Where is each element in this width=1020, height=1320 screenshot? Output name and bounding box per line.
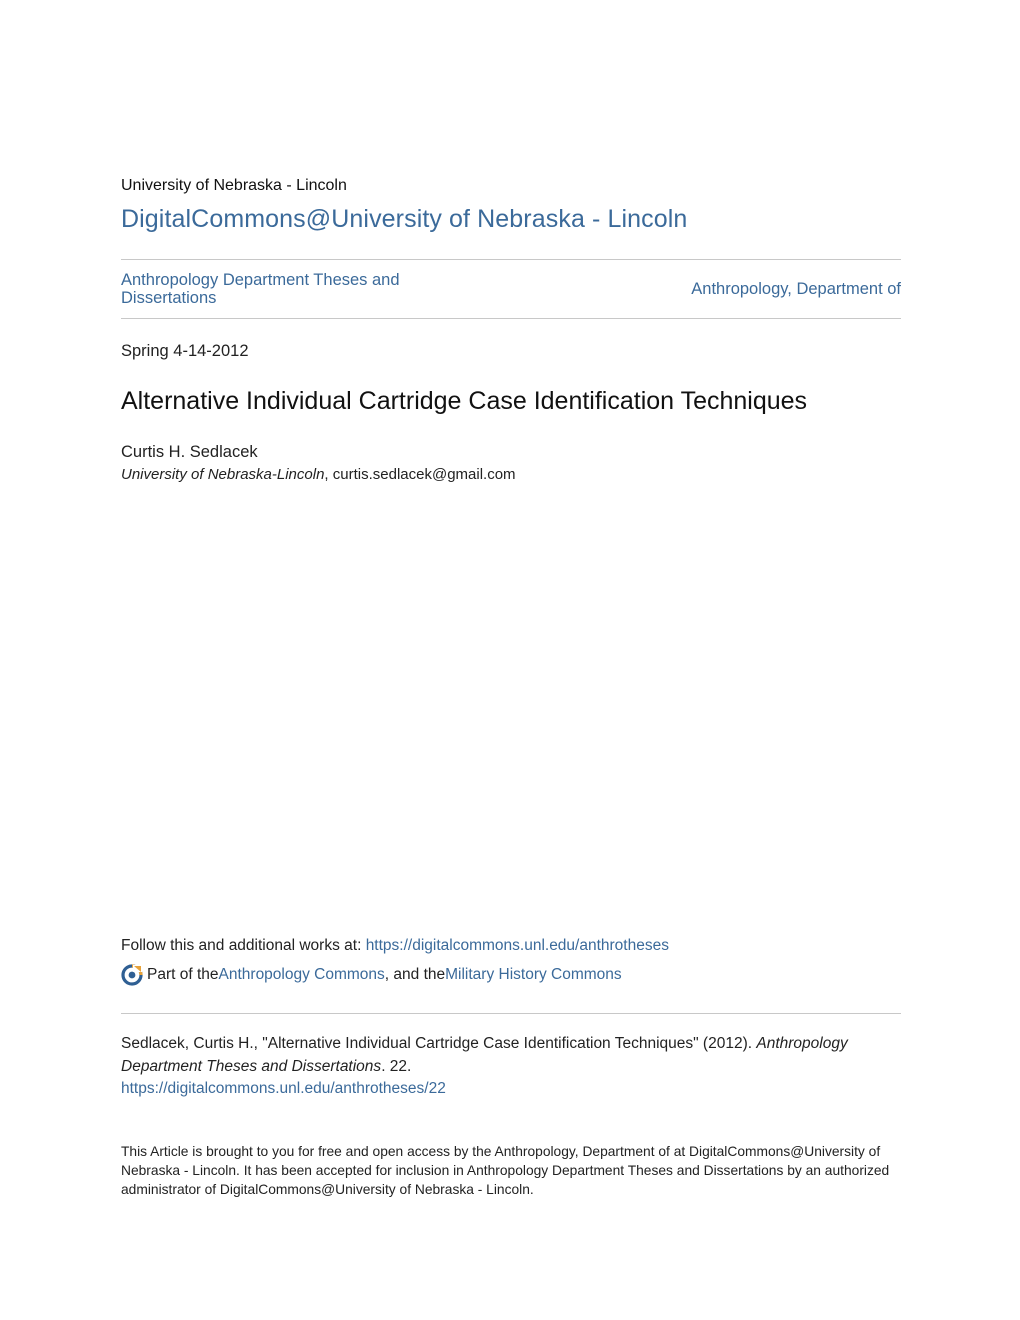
anthropology-commons-link[interactable]: Anthropology Commons	[218, 966, 385, 983]
access-notice: This Article is brought to you for free and open access by the Anthropology, Department of at DigitalCommons@University of Nebraska - Lincoln. It has been accepted for inclusion in Anthropology Department Theses and Dissertations by an authorized administrator of DigitalCommons@University of Nebraska - Lincoln.	[121, 1144, 890, 1197]
article-title: Alternative Individual Cartridge Case Identification Techniques	[121, 387, 808, 415]
author-name: Curtis H. Sedlacek	[121, 443, 258, 461]
and-the-text: , and the	[384, 966, 446, 983]
institution-name: University of Nebraska - Lincoln	[121, 177, 347, 194]
network-commons-icon	[121, 964, 143, 986]
citation-url-link[interactable]: https://digitalcommons.unl.edu/anthrotheses/22	[121, 1080, 446, 1097]
repository-link[interactable]: DigitalCommons@University of Nebraska - Lincoln	[121, 205, 688, 233]
cover-page	[121, 0, 901, 1320]
series-line-1: Anthropology Department Theses and	[121, 271, 400, 289]
publication-date: Spring 4-14-2012	[121, 342, 249, 360]
follow-label: Follow this and additional works at:	[121, 937, 366, 954]
military-history-commons-link[interactable]: Military History Commons	[445, 966, 622, 983]
affiliation-separator: ,	[324, 466, 333, 483]
citation-journal: Anthropology Department Theses and Dissertations	[121, 1035, 848, 1075]
citation-divider	[121, 1013, 901, 1014]
citation-number: . 22.	[381, 1057, 412, 1075]
department-link[interactable]: Anthropology, Department of	[691, 280, 901, 298]
series-line-2: Dissertations	[121, 289, 217, 307]
follow-line	[121, 937, 669, 955]
part-of-label: Part of the	[147, 966, 219, 983]
citation-text: Sedlacek, Curtis H., "Alternative Individual Cartridge Case Identification Techniques" (2012).	[121, 1035, 757, 1052]
part-of-line	[121, 964, 622, 986]
author-affiliation	[121, 466, 516, 483]
collection-link[interactable]: https://digitalcommons.unl.edu/anthrotheses	[365, 937, 669, 954]
author-email: curtis.sedlacek@gmail.com	[332, 466, 516, 483]
recommended-citation	[121, 1033, 901, 1101]
series-divider	[121, 318, 901, 319]
affiliation-name: University of Nebraska-Lincoln	[121, 466, 325, 483]
top-divider	[121, 259, 901, 260]
series-link[interactable]	[121, 271, 481, 307]
